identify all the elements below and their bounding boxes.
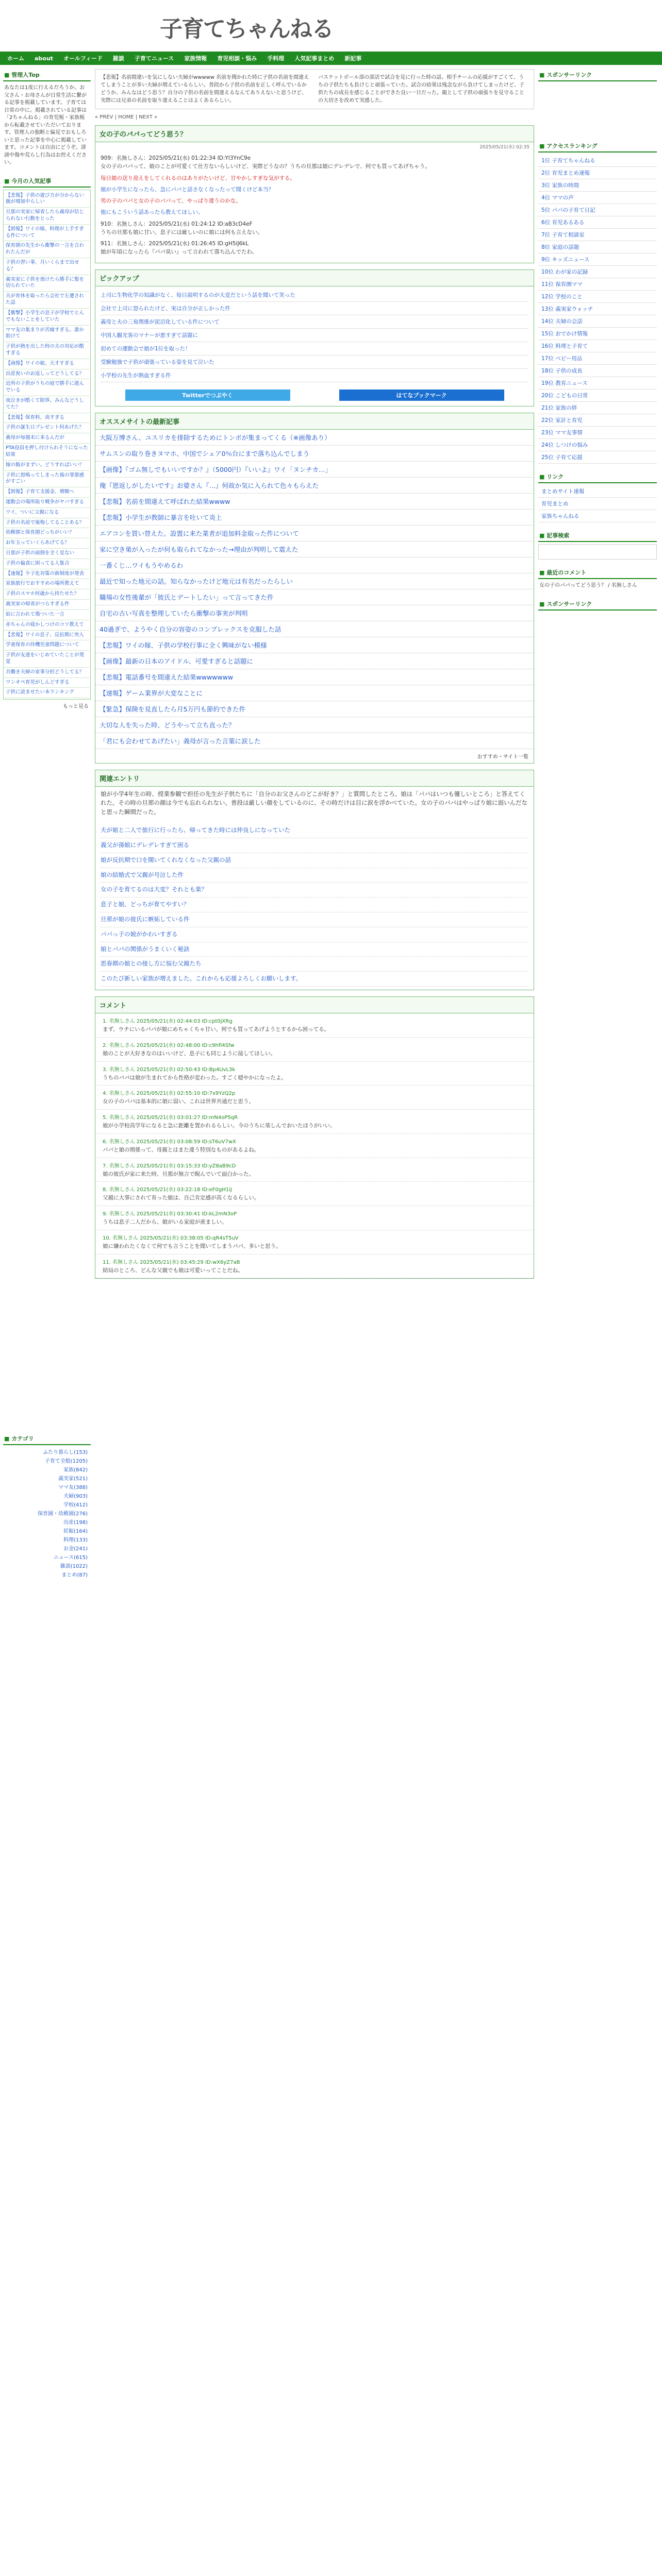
comment-meta: 5. 名無しさん 2025/05/21(水) 03:01:27 ID:mN4oP5qR	[103, 1115, 238, 1121]
ad-slot	[538, 83, 657, 140]
related-title: 関連エントリ	[95, 770, 534, 787]
link-item[interactable]: まとめサイト速報	[538, 485, 657, 498]
nav-item[interactable]: about	[35, 55, 53, 62]
link-item[interactable]: 家族ちゃんねる	[538, 510, 657, 522]
related-link[interactable]: 女の子を育てるのは大変？それとも楽？	[101, 883, 528, 897]
access-ranking-item[interactable]: 16位 料理と子育て	[538, 340, 657, 352]
category-item[interactable]: ママ友(388)	[58, 1485, 88, 1491]
access-ranking-item[interactable]: 20位 こどもの日常	[538, 389, 657, 402]
related-link[interactable]: 息子と娘、どっちが育てやすい？	[101, 897, 528, 912]
nav-item[interactable]: オールフィード	[63, 55, 103, 62]
access-ranking-item[interactable]: 4位 ママの声	[538, 192, 657, 204]
access-ranking-item[interactable]: 2位 育児まとめ速報	[538, 167, 657, 179]
category-item[interactable]: 出産(198)	[63, 1520, 88, 1526]
access-ranking-item[interactable]: 21位 家族の絆	[538, 402, 657, 414]
category-item[interactable]: 料理(133)	[63, 1537, 88, 1544]
search-input[interactable]	[538, 544, 657, 560]
access-ranking-item[interactable]: 11位 保育園ママ	[538, 278, 657, 291]
rank-item[interactable]: ママ友の集まりが苦痛すぎる。誰か助けて	[5, 326, 89, 343]
thread-paragraph: 他にもこういう話あったら教えてほしい。	[101, 209, 204, 216]
thread-paragraph: 909：名無しさん：2025/05/21(水) 01:22:34 ID:YI3YnC9e 女の子のパパって、娘のことが可愛くて仕方ないらしいけど、実際どうなの？うちの旦那は娘にデレデレで、何でも買ってあげちゃう。	[101, 155, 431, 170]
rank-item[interactable]: 【衝撃】小学生の息子が学校でとんでもないことをしていた	[5, 309, 89, 326]
osusume-footer-link[interactable]: おすすめ・サイト一覧	[477, 754, 528, 760]
nav-item[interactable]: 手料理	[267, 55, 285, 62]
access-ranking-item[interactable]: 1位 子育てちゃんねる	[538, 155, 657, 167]
rank-item[interactable]: 夜泣きが酷くて限界。みんなどうしてた？	[5, 396, 89, 413]
thread-paragraph: 911：名無しさん：2025/05/21(水) 01:26:45 ID:gH5iJ6kL 娘が年頃になったら『パパ臭い』って言われて落ち込んでたわ。	[101, 241, 258, 256]
comment-body: 娘が小学校高学年になると急に距離を置かれるらしい。今のうちに楽しんでおいたほうがいい。	[103, 1123, 336, 1129]
osusume-item[interactable]: 【悲報】ワイの嫁、子供の学校行事に全く興味がない模様	[95, 637, 534, 653]
rank-item[interactable]: 【画像】ワイの娘、天才すぎる	[5, 359, 89, 369]
category-item[interactable]: 保育園・幼稚園(276)	[38, 1511, 88, 1517]
osusume-title: オススメサイトの最新記事	[95, 413, 534, 430]
comment	[95, 1230, 534, 1255]
pickup-panel	[95, 269, 534, 406]
category-item[interactable]: 夫婦(903)	[63, 1494, 88, 1500]
nav-item[interactable]: 育児相談・悩み	[217, 55, 257, 62]
rank-item[interactable]: 学童保育の待機児童問題について	[5, 640, 89, 651]
thread-paragraph: 男の子のパパと女の子のパパって、やっぱり違うのかな。	[101, 198, 241, 205]
access-ranking-item[interactable]: 8位 家庭の話題	[538, 241, 657, 253]
rank-item[interactable]: 赤ちゃんの寝かしつけのコツ教えて	[5, 620, 89, 631]
access-ranking-item[interactable]: 24位 しつけの悩み	[538, 439, 657, 451]
access-ranking-item[interactable]: 3位 家族の時間	[538, 179, 657, 192]
comment-meta: 6. 名無しさん 2025/05/21(水) 03:08:59 ID:sT6uV7wX	[103, 1139, 236, 1145]
comment	[95, 1158, 534, 1182]
article-date: 2025/05/21(水) 02:35	[479, 145, 529, 150]
comment-meta: 9. 名無しさん 2025/05/21(水) 03:30:41 ID:kL2mN3oP	[103, 1211, 237, 1217]
pickup-item[interactable]: 会社で上司に怒られたけど、実は自分が正しかった件	[101, 302, 528, 315]
comment-body: 結局のところ、どんな父親でも娘は可愛いってことだね。	[103, 1267, 243, 1274]
thread-paragraph: 910：名無しさん：2025/05/21(水) 01:24:12 ID:aB3cD4eF うちの旦那も娘に甘い。息子には厳しいのに娘には何も言えない。	[101, 221, 263, 235]
comment-body: 娘のことが大好きなのはいいけど、息子にも同じように接してほしい。	[103, 1050, 276, 1057]
access-ranking-item[interactable]: 22位 家計と育児	[538, 414, 657, 427]
osusume-item[interactable]: 【悲報】名前を間違えて呼ばれた結果wwww	[95, 494, 534, 510]
rank-item[interactable]: 保育園の先生から衝撃の一言を言われたんだが	[5, 241, 89, 258]
nav-item[interactable]: 家族情報	[184, 55, 207, 62]
osusume-item[interactable]: 大切な人を失った時、どうやって立ち直った？	[95, 717, 534, 733]
rank-item[interactable]: 旦那の実家に帰省したら義母が信じられない行動をとった	[5, 208, 89, 225]
access-ranking-item[interactable]: 9位 キッズニュース	[538, 253, 657, 266]
intro-columns	[95, 69, 534, 109]
comment-body: 娘に嫌われたくなくて何でも言うことを聞いてしまうパパ、多いと思う。	[103, 1243, 282, 1249]
rank-item[interactable]: 子供のスマホ何歳から持たせた？	[5, 589, 89, 600]
link-item[interactable]: 育児まとめ	[538, 498, 657, 510]
comment-meta: 8. 名無しさん 2025/05/21(水) 03:22:18 ID:eF0gH1iJ	[103, 1187, 232, 1193]
comment-meta: 10. 名無しさん 2025/05/21(水) 03:38:05 ID:qR4sT5uV	[103, 1235, 239, 1241]
search-heading: ■ 記事検索	[538, 530, 657, 542]
comment	[95, 1134, 534, 1158]
access-ranking-heading: ■ アクセスランキング	[538, 140, 657, 152]
nav-item[interactable]: 子育てニュース	[134, 55, 174, 62]
nav-item[interactable]: ホーム	[7, 55, 24, 62]
pager-next[interactable]: NEXT »	[139, 114, 158, 120]
related-link[interactable]: 旦那が娘の彼氏に嫉妬している件	[101, 912, 528, 927]
thread-body	[95, 151, 534, 263]
osusume-item[interactable]: サムスンの取り巻きヌマホ、中国でシェア0％台にまで落ち込んでしまう	[95, 446, 534, 462]
rank-item[interactable]: 【速報】少子化対策の新制度が発表	[5, 569, 89, 580]
osusume-item[interactable]: 大阪万博さん、ユスリカを排除するためにトンボが集まってくる（※画像あり）	[95, 430, 534, 446]
access-ranking-item[interactable]: 25位 子育て応援	[538, 451, 657, 464]
rank-item[interactable]: 義母が毎週末に来るんだが	[5, 433, 89, 444]
access-ranking-item[interactable]: 7位 子育て相談室	[538, 229, 657, 241]
rank-item[interactable]: ワイ、ついに父親になる	[5, 508, 89, 518]
access-ranking-item[interactable]: 18位 子供の成長	[538, 365, 657, 377]
site-header	[0, 0, 662, 52]
related-text: 娘が小学4年生の時、授業参観で担任の先生が子供たちに「自分のお父さんのどこが好き？」と質問したところ、娘は「パパはいつも優しいところ」と答えてくれた。その時の旦那の顔は今でも忘れられない。普段は厳しい顔をしているのに、その時だけは目に涙を浮かべていた。女の子のパパはやっぱり娘に弱いんだなと思った瞬間だった。	[101, 790, 527, 816]
related-panel	[95, 770, 534, 990]
osusume-list	[95, 430, 534, 749]
rank-item[interactable]: 【悲報】ワイの息子、反抗期に突入	[5, 631, 89, 641]
osusume-item[interactable]: 【速報】ゲーム業界が大変なことに	[95, 685, 534, 701]
osusume-item[interactable]: 自宅の古い写真を整理していたら衝撃の事実が判明	[95, 605, 534, 621]
comment-list	[95, 1013, 534, 1278]
access-ranking-list	[538, 155, 657, 464]
intro-left: 【悲報】名前間違いを気にしない夫婦がwwwww 名前を聞かれた時に子供の名前を間違えてしまうことが多い夫婦が増えているらしい。普段から子供の名前を正しく呼んでいるかどうか、みんなはどう思う？自分の子供の名前を間違えるなんてありえないと思うけど、実際には兄弟の名前を取り違えることはよくあるらしい。	[101, 75, 309, 104]
osusume-item[interactable]: 「君にも会わせてあげたい」義母が言った言葉に涙した	[95, 733, 534, 749]
comment	[95, 1038, 534, 1062]
comment	[95, 1206, 534, 1230]
more-link[interactable]: もっと見る	[63, 704, 89, 710]
related-link[interactable]: 夫が娘と二人で旅行に行ったら、帰ってきた時には仲良しになっていた	[101, 823, 528, 838]
rank-list	[3, 190, 91, 700]
related-link[interactable]: 義父が孫娘にデレデレすぎて困る	[101, 838, 528, 853]
rank-item[interactable]: 姑に言われて傷ついた一言	[5, 610, 89, 620]
related-link[interactable]: 娘の結婚式で父親が号泣した件	[101, 868, 528, 883]
related-list	[95, 820, 534, 990]
access-ranking-item[interactable]: 13位 義実家ウォッチ	[538, 303, 657, 315]
comment-body: パパと娘の関係って、母親とはまた違う特別なものがあるよね。	[103, 1146, 260, 1153]
osusume-item[interactable]: 【画像】『ゴム無しでもいいですか？』（5000円）『いいよ』ワイ「ヌンチカ…」	[95, 462, 534, 478]
rank-item[interactable]: PTA役員を押し付けられそうになった結果	[5, 444, 89, 461]
comments-panel	[95, 996, 534, 1279]
comment-body: うちは息子二人だから、娘がいる家庭が羨ましい。	[103, 1219, 227, 1226]
pager-home[interactable]: HOME	[118, 114, 134, 120]
comment	[95, 1013, 534, 1038]
rank-item[interactable]: 子供に読ませたい本ランキング	[5, 688, 89, 698]
category-heading: ■ カテゴリ	[3, 1433, 91, 1445]
nav-item[interactable]: 新記事	[344, 55, 362, 62]
category-item[interactable]: 子育て全般(1205)	[44, 1459, 88, 1465]
pickup-item[interactable]: 初めての運動会で娘が1位を取った！	[101, 342, 528, 355]
access-ranking-item[interactable]: 19位 教育ニュース	[538, 377, 657, 389]
osusume-item[interactable]: 俺『恩返しがしたいです』お婆さん『…』何故か気に入られて色々もらえた	[95, 478, 534, 494]
thread-paragraph: 娘が小学生になったら、急にパパと話さなくなったって聞くけど本当？	[101, 186, 274, 193]
access-ranking-item[interactable]: 15位 おでかけ情報	[538, 328, 657, 340]
comments-title: コメント	[95, 997, 534, 1013]
share-buttons	[95, 384, 534, 406]
article-panel	[95, 125, 534, 263]
pager: « PREV | HOME | NEXT »	[95, 114, 158, 120]
rank-item[interactable]: 【朗報】ワイの嫁、料理が上手すぎる件について	[5, 225, 89, 242]
sponsor-heading: ■ スポンサーリンク	[538, 69, 657, 81]
rank-item[interactable]: 【朗報】子育て支援金、増額へ	[5, 487, 89, 498]
rank-item[interactable]: 夫が育休を取ったら会社で左遷された話	[5, 292, 89, 309]
category-item[interactable]: ふたり暮らし(153)	[43, 1450, 88, 1456]
thread-paragraph: 毎日娘の送り迎えをしてくれるのはありがたいけど、甘やかしすぎな気がする。	[101, 175, 295, 181]
access-ranking-item[interactable]: 23位 ママ友事情	[538, 427, 657, 439]
nav-item[interactable]: 雑談	[112, 55, 124, 62]
access-ranking-item[interactable]: 10位 わが家の記録	[538, 266, 657, 278]
osusume-item[interactable]: 40過ぎで、ようやく自分の容姿のコンプレックスを克服した話	[95, 621, 534, 637]
comment	[95, 1182, 534, 1206]
link-heading: ■ リンク	[538, 471, 657, 483]
rank-item[interactable]: 子供が友達をいじめていたことが発覚	[5, 651, 89, 668]
left-sidebar	[3, 69, 91, 1579]
related-link[interactable]: パパっ子の娘がかわいすぎる	[101, 927, 528, 942]
comment-body: うちのパパは娘が生まれてから性格が変わった。すごく穏やかになったよ。	[103, 1074, 287, 1081]
rank-item[interactable]: 子供の習い事、月いくらまで出せる？	[5, 258, 89, 275]
pager-prev[interactable]: « PREV	[95, 114, 113, 120]
about-text: あなたは1度に行えるだろうか。お父さん・お母さんが日常生活に繋がる記事を掲載しています。子育ては日常の中に。掲載されている記事は「2ちゃんねる」の育児板・家族板から転載させていただいております。管理人の独断と偏見でおもしろいと思った記事を中心に掲載しています。コメントは自由にどうぞ。誹謗中傷や荒らし行為はお控えください。	[4, 85, 87, 165]
osusume-item[interactable]: 【悲報】小学生が教師に暴言を吐いて炎上	[95, 510, 534, 526]
pickup-item[interactable]: 受験勉強で子供が頑張っている姿を見て泣いた	[101, 355, 528, 369]
pickup-item[interactable]: 義母と夫の三角関係が泥沼化している件について	[101, 315, 528, 329]
rank-item[interactable]: お年玉っていくらあげてる？	[5, 538, 89, 549]
comment-body: 女の子のパパは基本的に娘に弱い。これは世界共通だと思う。	[103, 1098, 254, 1105]
pickup-item[interactable]: 小学校の先生が熱血すぎる件	[101, 369, 528, 382]
pickup-title: ピックアップ	[95, 270, 534, 286]
category-item[interactable]: 雑談(1022)	[60, 1564, 88, 1570]
rank-item[interactable]: 子供の偏食に困ってる人集合	[5, 559, 89, 569]
osusume-item[interactable]: エアコンを買い替えた。設置に来た業者が追加料金取った件について	[95, 526, 534, 541]
related-link[interactable]: 娘とパパの関係がうまくいく秘訣	[101, 942, 528, 957]
access-ranking-item[interactable]: 6位 育児あるある	[538, 216, 657, 229]
rank-item[interactable]: 子供の名前で後悔してることある？	[5, 518, 89, 529]
comment-body: 娘の彼氏が家に来た時、旦那が無言で睨んでいて面白かった。	[103, 1171, 254, 1177]
osusume-item[interactable]: 最近で知った地元の話。知らなかったけど地元は有名だったらしい	[95, 573, 534, 589]
category-item[interactable]: まとめ(87)	[61, 1572, 88, 1579]
comment	[95, 1086, 534, 1110]
related-link[interactable]: 娘が反抗期で口を聞いてくれなくなった父親の話	[101, 853, 528, 868]
rank-item[interactable]: 子供に怒鳴ってしまった後の罪悪感がすごい	[5, 471, 89, 488]
access-ranking-item[interactable]: 12位 学校のこと	[538, 291, 657, 303]
rank-item[interactable]: 義実家の帰省がつらすぎる件	[5, 600, 89, 610]
comment	[95, 1255, 534, 1279]
access-ranking-item[interactable]: 5位 パパの子育て日記	[538, 204, 657, 216]
nav-item[interactable]: 人気記事まとめ	[294, 55, 335, 62]
rank-item[interactable]: 【悲報】子供の遊び方が分からない親が増加中らしい	[5, 191, 89, 208]
sponsor2-heading: ■ スポンサーリンク	[538, 598, 657, 611]
category-list	[3, 1447, 91, 1579]
rank-item[interactable]: 義実家に子供を預けたら勝手に髪を切られていた	[5, 275, 89, 292]
site-logo[interactable]	[160, 10, 356, 46]
osusume-item[interactable]: 家に空き巣が入ったが何も取られてなかった→理由が判明して震えた	[95, 541, 534, 557]
rank-item[interactable]: 家族旅行でおすすめの場所教えて	[5, 579, 89, 589]
comment-meta: 2. 名無しさん 2025/05/21(水) 02:48:00 ID:c9hfI4Sfw	[103, 1042, 235, 1048]
rank-item[interactable]: 旦那が子供の面倒を全く見ない	[5, 549, 89, 559]
about-heading: ■ 管理人Top	[3, 69, 91, 81]
osusume-panel	[95, 413, 534, 764]
osusume-item[interactable]: 【画像】最新の日本のアイドル、可愛すぎると話題に	[95, 653, 534, 669]
recent-comments-heading: ■ 最近のコメント	[538, 567, 657, 579]
pickup-item[interactable]: 中国人観光客のマナーが悪すぎて話題に	[101, 329, 528, 342]
comment	[95, 1110, 534, 1134]
category-item[interactable]: ニュース(615)	[53, 1555, 88, 1561]
rank-item[interactable]: 幼稚園と保育園どっちがいい？	[5, 528, 89, 538]
pickup-item[interactable]: 上司に生物化学の知識がなく、毎日説明するのが大変だという話を聞いて笑った	[101, 289, 528, 302]
category-item[interactable]: 妊娠(164)	[63, 1529, 88, 1535]
category-item[interactable]: 家族(842)	[63, 1467, 88, 1473]
osusume-item[interactable]: 一番くじ…ワイもうやめるわ	[95, 557, 534, 573]
rank-item[interactable]: 出産祝いのお返しってどうしてる？	[5, 369, 89, 380]
link-list	[538, 485, 657, 522]
related-link[interactable]: このたび新しい家族が増えました。これからも応援よろしくお願いします。	[101, 972, 528, 987]
comment-meta: 11. 名無しさん 2025/05/21(水) 03:45:29 ID:wX6yZ7aB	[103, 1259, 240, 1265]
osusume-item[interactable]: 【悲報】電話番号を間違えた結果wwwwwww	[95, 669, 534, 685]
left-spacer	[3, 711, 91, 1433]
category-item[interactable]: お金(241)	[63, 1546, 88, 1552]
pickup-list	[95, 286, 534, 384]
twitter-share-button[interactable]: Twitterでつぶやく	[125, 389, 290, 401]
site-title[interactable]: 子育てちゃんねる	[160, 16, 333, 42]
comment	[95, 1062, 534, 1086]
hatena-bookmark-button[interactable]: はてなブックマーク	[339, 389, 504, 401]
rank-item[interactable]: 子供が熱を出した時の夫の対応が酷すぎる	[5, 342, 89, 359]
rank-item[interactable]: 運動会の場所取り戦争がヤバすぎる	[5, 498, 89, 508]
global-nav	[0, 52, 662, 65]
comment-meta: 1. 名無しさん 2025/05/21(水) 02:44:03 ID:cpt0jXRg	[103, 1019, 233, 1025]
osusume-item[interactable]: 【緊急】保険を見直したら月5万円も節約できた件	[95, 701, 534, 717]
category-item[interactable]: 義実家(521)	[58, 1476, 88, 1482]
rank-item[interactable]: 嫁の飯がまずい。どうすればいい？	[5, 461, 89, 471]
comment-meta: 4. 名無しさん 2025/05/21(水) 02:55:10 ID:7x9YzQ2p	[103, 1091, 236, 1097]
rank-item[interactable]: ワンオペ育児がしんどすぎる	[5, 678, 89, 688]
rank-item[interactable]: 共働き夫婦の家事分担どうしてる？	[5, 668, 89, 678]
category-item[interactable]: 学校(412)	[63, 1502, 88, 1509]
rank-item[interactable]: 【悲報】保育料、高すぎる	[5, 413, 89, 423]
article-title[interactable]: 女の子のパパってどう思う？	[95, 126, 534, 142]
comment-meta: 7. 名無しさん 2025/05/21(水) 03:15:33 ID:yZ8aB9cD	[103, 1163, 236, 1169]
comment-body: 父親に大事にされて育った娘は、自己肯定感が高くなるらしい。	[103, 1195, 260, 1201]
intro-right: バスケットボール部の部活で試合を見に行った時の話。相手チームの応援がすごくて、うちの子供たちも負けじと頑張っていた。試合の結果は残念ながら負けてしまったけど、子供たちの成長を感じることができた良い一日だった。親として子供の頑張りを見守ることの大切さを改めて実感した。	[318, 75, 524, 104]
right-sidebar	[538, 69, 657, 1579]
rank-item[interactable]: 近所の子供がうちの庭で勝手に遊んでいる	[5, 379, 89, 396]
recent-comments-text[interactable]: 女の子のパパってどう思う？ / 名無しさん	[539, 583, 637, 588]
content-columns	[0, 65, 662, 1579]
comment-body: まず、ウチにいるパパが娘にめちゃくちゃ甘い。何でも買ってあげようとするから困ってる。	[103, 1026, 330, 1033]
access-ranking-item[interactable]: 17位 ベビー用品	[538, 352, 657, 365]
rank-item[interactable]: 子供の誕生日プレゼント何あげた？	[5, 423, 89, 433]
related-link[interactable]: 思春期の娘との接し方に悩む父親たち	[101, 957, 528, 972]
rank-heading: ■ 今月の人気記事	[3, 175, 91, 188]
comment-meta: 3. 名無しさん 2025/05/21(水) 02:50:43 ID:Bp4UvL3k	[103, 1066, 236, 1073]
osusume-item[interactable]: 職場の女性後輩が「彼氏とデートしたい」って言ってきた件	[95, 589, 534, 605]
main-column	[95, 69, 534, 1579]
access-ranking-item[interactable]: 14位 夫婦の会話	[538, 315, 657, 328]
